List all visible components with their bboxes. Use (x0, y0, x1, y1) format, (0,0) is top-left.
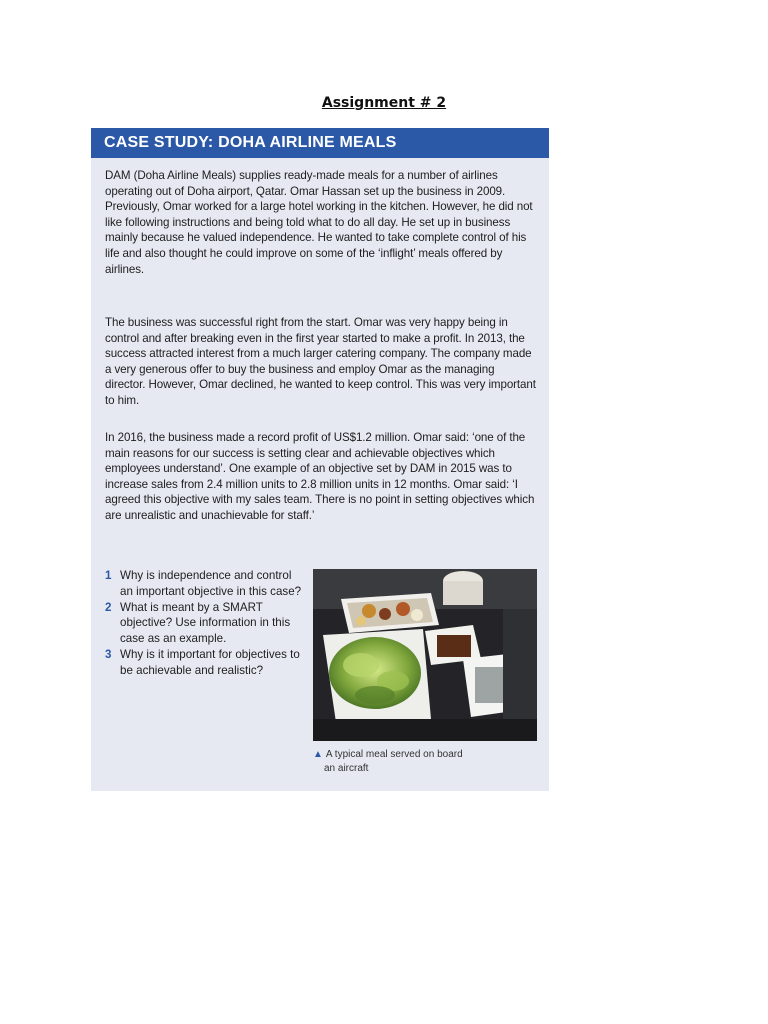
caption-line-1: A typical meal served on board (325, 749, 463, 760)
case-paragraph-2: The business was successful right from the start. Omar was very happy being in control and after breaking even in the first year started to make a profit. In 2013, the success attracted interest from a much larger catering company. The company made a very generous offer to buy the business and employ Omar as the managing director. However, Omar declined, he wanted to keep control. This was very important to him. (105, 316, 536, 407)
question-number: 2 (105, 600, 112, 614)
case-study-title: CASE STUDY: DOHA AIRLINE MEALS (104, 134, 397, 151)
case-paragraph-1: DAM (Doha Airline Meals) supplies ready-made meals for a number of airlines operating out of Doha airport, Qatar. Omar Hassan set up the business in 2009. Previously, Omar worked for a large hotel working in the kitchen. However, he did not like following instructions and being told what to do all day. He set up in business mainly because he valued independence. He wanted to take complete control of his life and also thought he could improve on some of the ‘inflight’ meals offered by airlines. (105, 169, 533, 276)
case-paragraph-3: In 2016, the business made a record profit of US$1.2 million. Omar said: ‘one of the main reasons for our success is setting clear and achievable objectives which employees understand’. One example of an objective set by DAM in 2015 was to increase sales from 2.4 million units to 2.8 million units in 12 months. Omar said: ‘I agreed this objective with my sales team. There is no point in setting objectives which are unrealistic and unachievable for staff.’ (105, 431, 535, 522)
triangle-up-icon: ▲ (313, 749, 323, 760)
question-text: Why is independence and control an important objective in this case? (120, 569, 302, 598)
question-list (105, 568, 305, 679)
question-item (105, 647, 305, 679)
caption-line-2: an aircraft (324, 763, 369, 774)
meal-photo-illustration (313, 569, 537, 741)
question-text: Why is it important for objectives to be achievable and realistic? (120, 647, 300, 677)
assignment-heading: Assignment # 2 (321, 95, 447, 111)
photo-caption (313, 748, 537, 776)
question-item (105, 600, 305, 647)
meal-photo (313, 569, 537, 741)
case-study-title-bar (91, 128, 549, 158)
case-study-panel (91, 128, 549, 791)
question-text: What is meant by a SMART objective? Use information in this case as an example. (120, 600, 291, 646)
question-number: 3 (105, 647, 112, 661)
question-number: 1 (105, 569, 112, 582)
question-item (105, 568, 305, 600)
